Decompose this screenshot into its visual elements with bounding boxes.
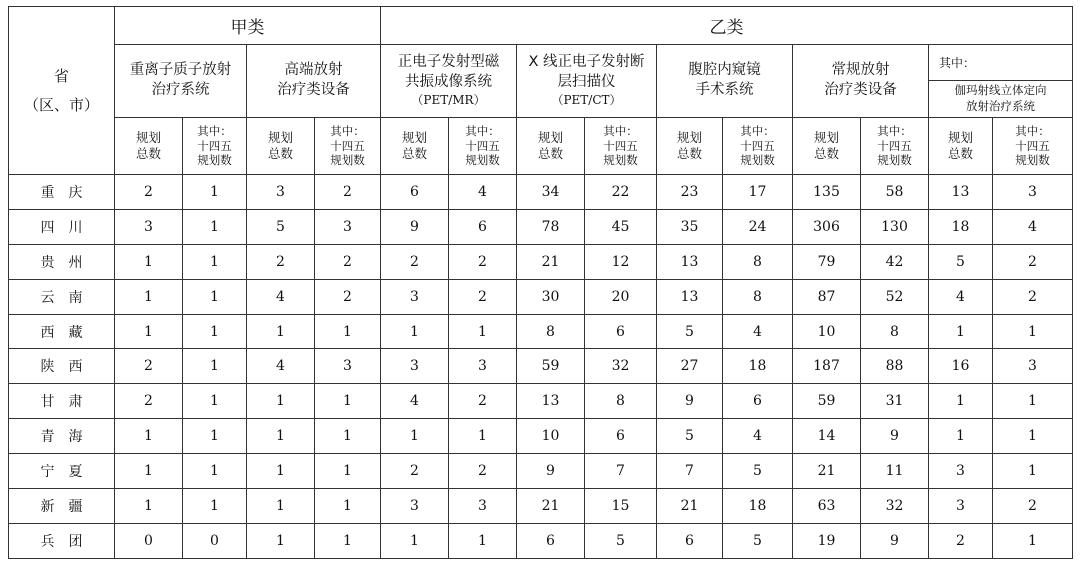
table-cell: 5 [929, 244, 993, 279]
table-cell: 30 [517, 279, 585, 314]
table-cell: 1 [315, 454, 381, 489]
group-header-conventional-radiotherapy: 常规放射 治疗类设备 [793, 45, 929, 118]
table-cell: 52 [861, 279, 929, 314]
table-cell: 4 [723, 314, 793, 349]
table-cell: 3 [993, 175, 1073, 210]
table-cell: 23 [657, 175, 723, 210]
table-cell: 3 [381, 349, 449, 384]
table-cell: 1 [247, 314, 315, 349]
table-cell: 1 [993, 454, 1073, 489]
province-name: 四川 [9, 209, 115, 244]
table-cell: 5 [657, 314, 723, 349]
table-cell: 1 [183, 419, 247, 454]
fourteenth-five-year-header: 其中： 十四五 规划数 [723, 118, 793, 175]
table-cell: 79 [793, 244, 861, 279]
fourteenth-five-year-header: 其中： 十四五 规划数 [449, 118, 517, 175]
table-cell: 13 [657, 244, 723, 279]
table-cell: 1 [115, 244, 183, 279]
table-cell: 5 [723, 523, 793, 558]
table-cell: 4 [247, 279, 315, 314]
table-cell: 9 [861, 419, 929, 454]
table-cell: 2 [449, 279, 517, 314]
planned-total-header: 规划 总数 [929, 118, 993, 175]
table-cell: 22 [585, 175, 657, 210]
table-cell: 3 [929, 454, 993, 489]
table-cell: 59 [793, 384, 861, 419]
fourteenth-five-year-header: 其中： 十四五 规划数 [315, 118, 381, 175]
table-row [9, 244, 1073, 279]
table-cell: 87 [793, 279, 861, 314]
table-cell: 1 [993, 384, 1073, 419]
table-cell: 1 [247, 454, 315, 489]
table-cell: 34 [517, 175, 585, 210]
table-cell: 0 [115, 523, 183, 558]
table-cell: 9 [381, 209, 449, 244]
table-cell: 6 [449, 209, 517, 244]
planned-total-header: 规划 总数 [657, 118, 723, 175]
table-cell: 24 [723, 209, 793, 244]
group-header-gamma-knife: 伽玛射线立体定向 放射治疗系统 [929, 81, 1073, 118]
table-cell: 42 [861, 244, 929, 279]
table-cell: 1 [381, 419, 449, 454]
table-cell: 63 [793, 489, 861, 524]
table-cell: 1 [929, 419, 993, 454]
table-cell: 1 [247, 523, 315, 558]
table-cell: 19 [793, 523, 861, 558]
table-cell: 2 [993, 244, 1073, 279]
table-cell: 2 [247, 244, 315, 279]
table-cell: 6 [381, 175, 449, 210]
table-cell: 13 [517, 384, 585, 419]
table-cell: 1 [381, 523, 449, 558]
category-b-header: 乙类 [381, 7, 1073, 45]
table-cell: 5 [723, 454, 793, 489]
table-cell: 16 [929, 349, 993, 384]
planned-total-header: 规划 总数 [517, 118, 585, 175]
table-cell: 6 [585, 314, 657, 349]
table-cell: 1 [929, 384, 993, 419]
table-cell: 6 [657, 523, 723, 558]
province-name: 西藏 [9, 314, 115, 349]
table-cell: 2 [993, 279, 1073, 314]
table-cell: 1 [929, 314, 993, 349]
table-cell: 2 [315, 279, 381, 314]
table-cell: 3 [449, 489, 517, 524]
table-cell: 9 [657, 384, 723, 419]
table-cell: 1 [183, 209, 247, 244]
table-row [9, 279, 1073, 314]
planned-total-header: 规划 总数 [793, 118, 861, 175]
table-cell: 2 [381, 454, 449, 489]
group-header-pet-ct: X 线正电子发射断 层扫描仪 （PET/CT） [517, 45, 657, 118]
table-cell: 1 [115, 279, 183, 314]
table-cell: 3 [993, 349, 1073, 384]
table-row [9, 419, 1073, 454]
table-cell: 1 [315, 523, 381, 558]
table-cell: 3 [315, 349, 381, 384]
table-cell: 6 [585, 419, 657, 454]
table-cell: 31 [861, 384, 929, 419]
table-cell: 187 [793, 349, 861, 384]
equipment-planning-table [8, 6, 1073, 559]
table-cell: 1 [115, 314, 183, 349]
table-cell: 1 [183, 384, 247, 419]
table-cell: 3 [247, 175, 315, 210]
table-cell: 88 [861, 349, 929, 384]
table-cell: 2 [115, 349, 183, 384]
table-cell: 1 [315, 419, 381, 454]
table-cell: 3 [315, 209, 381, 244]
table-cell: 7 [657, 454, 723, 489]
table-cell: 15 [585, 489, 657, 524]
province-column-header: 省 （区、市） [9, 7, 115, 175]
table-cell: 27 [657, 349, 723, 384]
table-cell: 1 [247, 384, 315, 419]
table-cell: 306 [793, 209, 861, 244]
table-cell: 1 [315, 314, 381, 349]
planned-total-header: 规划 总数 [381, 118, 449, 175]
table-cell: 12 [585, 244, 657, 279]
table-cell: 1 [449, 523, 517, 558]
fourteenth-five-year-header: 其中： 十四五 规划数 [585, 118, 657, 175]
table-cell: 2 [993, 489, 1073, 524]
table-cell: 21 [793, 454, 861, 489]
table-cell: 21 [517, 489, 585, 524]
table-cell: 6 [517, 523, 585, 558]
province-name: 兵团 [9, 523, 115, 558]
table-cell: 32 [861, 489, 929, 524]
table-cell: 4 [723, 419, 793, 454]
table-cell: 1 [381, 314, 449, 349]
table-cell: 1 [183, 454, 247, 489]
table-cell: 3 [381, 279, 449, 314]
table-cell: 3 [115, 209, 183, 244]
table-cell: 1 [183, 314, 247, 349]
table-cell: 2 [115, 175, 183, 210]
table-cell: 1 [115, 419, 183, 454]
province-name: 重庆 [9, 175, 115, 210]
table-cell: 4 [993, 209, 1073, 244]
table-cell: 4 [449, 175, 517, 210]
table-cell: 2 [315, 244, 381, 279]
table-cell: 1 [183, 175, 247, 210]
planned-total-header: 规划 总数 [115, 118, 183, 175]
table-cell: 0 [183, 523, 247, 558]
table-cell: 1 [247, 419, 315, 454]
table-cell: 17 [723, 175, 793, 210]
table-row [9, 454, 1073, 489]
table-cell: 20 [585, 279, 657, 314]
group-header-pet-mr: 正电子发射型磁 共振成像系统 （PET/MR） [381, 45, 517, 118]
table-cell: 2 [449, 384, 517, 419]
category-a-header: 甲类 [115, 7, 381, 45]
table-cell: 13 [929, 175, 993, 210]
table-cell: 8 [861, 314, 929, 349]
table-cell: 6 [723, 384, 793, 419]
table-cell: 18 [723, 349, 793, 384]
table-row [9, 384, 1073, 419]
table-cell: 1 [183, 349, 247, 384]
table-row [9, 349, 1073, 384]
table-cell: 14 [793, 419, 861, 454]
table-cell: 1 [315, 489, 381, 524]
fourteenth-five-year-header: 其中： 十四五 规划数 [183, 118, 247, 175]
table-cell: 1 [115, 489, 183, 524]
table-cell: 32 [585, 349, 657, 384]
table-cell: 8 [585, 384, 657, 419]
table-cell: 4 [929, 279, 993, 314]
province-name: 甘肃 [9, 384, 115, 419]
table-row [9, 209, 1073, 244]
fourteenth-five-year-header: 其中： 十四五 规划数 [861, 118, 929, 175]
table-row [9, 489, 1073, 524]
table-cell: 2 [381, 244, 449, 279]
table-cell: 8 [723, 244, 793, 279]
province-name: 陕西 [9, 349, 115, 384]
table-cell: 1 [315, 384, 381, 419]
table-cell: 21 [517, 244, 585, 279]
table-cell: 4 [247, 349, 315, 384]
table-cell: 1 [449, 419, 517, 454]
table-row [9, 523, 1073, 558]
table-cell: 78 [517, 209, 585, 244]
fourteenth-five-year-header: 其中： 十四五 规划数 [993, 118, 1073, 175]
table-cell: 35 [657, 209, 723, 244]
table-cell: 11 [861, 454, 929, 489]
table-cell: 135 [793, 175, 861, 210]
table-cell: 3 [929, 489, 993, 524]
planned-total-header: 规划 总数 [247, 118, 315, 175]
table-cell: 1 [247, 489, 315, 524]
province-name: 贵州 [9, 244, 115, 279]
table-cell: 1 [993, 419, 1073, 454]
table-cell: 1 [183, 244, 247, 279]
province-name: 新疆 [9, 489, 115, 524]
table-cell: 5 [247, 209, 315, 244]
table-cell: 10 [517, 419, 585, 454]
table-cell: 5 [657, 419, 723, 454]
table-cell: 58 [861, 175, 929, 210]
table-cell: 1 [183, 279, 247, 314]
table-cell: 8 [723, 279, 793, 314]
table-cell: 9 [517, 454, 585, 489]
table-cell: 2 [115, 384, 183, 419]
table-cell: 1 [993, 314, 1073, 349]
table-row [9, 175, 1073, 210]
table-cell: 18 [723, 489, 793, 524]
group-header-heavy-ion: 重离子质子放射 治疗系统 [115, 45, 247, 118]
group-header-high-end-radiotherapy: 高端放射 治疗类设备 [247, 45, 381, 118]
table-cell: 45 [585, 209, 657, 244]
table-cell: 21 [657, 489, 723, 524]
province-name: 青海 [9, 419, 115, 454]
table-cell: 13 [657, 279, 723, 314]
table-cell: 10 [793, 314, 861, 349]
province-name: 云南 [9, 279, 115, 314]
table-cell: 2 [449, 244, 517, 279]
table-cell: 1 [183, 489, 247, 524]
table-cell: 1 [993, 523, 1073, 558]
table-cell: 1 [449, 314, 517, 349]
table-cell: 1 [115, 454, 183, 489]
table-cell: 18 [929, 209, 993, 244]
table-cell: 8 [517, 314, 585, 349]
table-cell: 2 [449, 454, 517, 489]
table-cell: 5 [585, 523, 657, 558]
table-cell: 3 [449, 349, 517, 384]
group-header-laparoscopic: 腹腔内窥镜 手术系统 [657, 45, 793, 118]
table-cell: 7 [585, 454, 657, 489]
table-cell: 2 [929, 523, 993, 558]
of-which-label: 其中： [929, 45, 1073, 81]
table-cell: 130 [861, 209, 929, 244]
table-cell: 9 [861, 523, 929, 558]
table-cell: 4 [381, 384, 449, 419]
province-name: 宁夏 [9, 454, 115, 489]
table-cell: 59 [517, 349, 585, 384]
table-cell: 2 [315, 175, 381, 210]
table-cell: 3 [381, 489, 449, 524]
table-row [9, 314, 1073, 349]
